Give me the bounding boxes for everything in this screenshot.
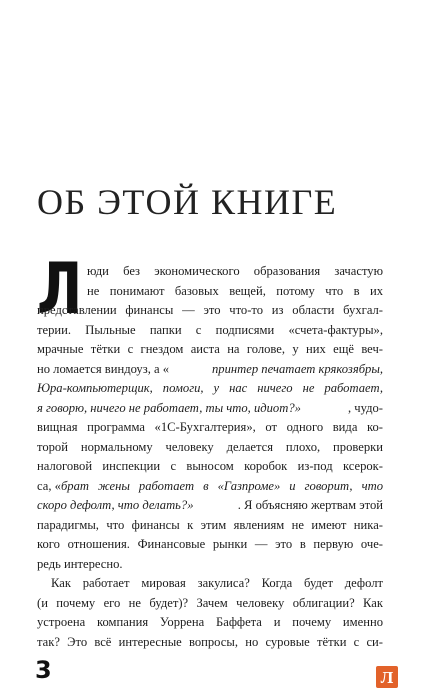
text-line: не понимают базовых вещей, потому что в их xyxy=(87,283,383,298)
chapter-heading: ОБ ЭТОЙ КНИГЕ xyxy=(37,182,338,222)
text-line: вищная программа «1С-Бухгалтерия», от одного вида ко- xyxy=(37,420,383,434)
text-line: устроена компания Уоррена Баффета и почему именно xyxy=(37,615,383,629)
paragraph-2 xyxy=(37,574,383,652)
text-line: парадигмы, что финансы к этим явлениям не имеют ника- xyxy=(37,517,383,532)
text-line: кого отношения. Финансовые рынки — это в первую оче- xyxy=(37,537,383,551)
text-line: представлении финансы — это что-то из области бухгал- xyxy=(37,303,383,317)
publisher-logo xyxy=(376,666,398,688)
text-line: редь интересно. xyxy=(37,556,123,571)
drop-cap: Л xyxy=(37,248,83,330)
text-line: терии. Пыльные папки с подписями «счета-фактуры», xyxy=(37,322,383,337)
text-line: но ломается виндоуз, а « принтер печатает крякозябры, xyxy=(37,361,383,376)
text-line: юди без экономического образования зачастую xyxy=(87,264,383,278)
text-line: скоро дефолт, что делать?» . Я объясняю жертвам этой xyxy=(37,498,383,512)
page-number: 3 xyxy=(35,656,52,684)
text-line: торой нормальному человеку делается плохо, проверки xyxy=(37,439,383,454)
logo-letter: Л xyxy=(380,668,394,687)
text-line: налоговой инспекции с выносом коробок из-под ксерок- xyxy=(37,459,383,473)
paragraph-1 xyxy=(37,248,383,574)
text-line: мрачные тётки с гнездом аиста на голове, у них ещё веч- xyxy=(37,342,383,356)
text-line: Юра-компьютерщик, помоги, у нас ничего не работает, xyxy=(37,381,383,395)
text-line: я говорю, ничего не работает, ты что, идиот?» , чудо- xyxy=(37,400,383,415)
text-line: са, « брат жены работает в «Газпроме» и говорит, что xyxy=(37,478,383,493)
text-line: Как работает мировая закулиса? Когда будет дефолт xyxy=(51,576,383,590)
text-line: так? Это всё интересные вопросы, но суровые тётки с си- xyxy=(37,634,383,649)
text-line: (и почему его не будет)? Зачем человеку облигации? Как xyxy=(37,595,383,610)
